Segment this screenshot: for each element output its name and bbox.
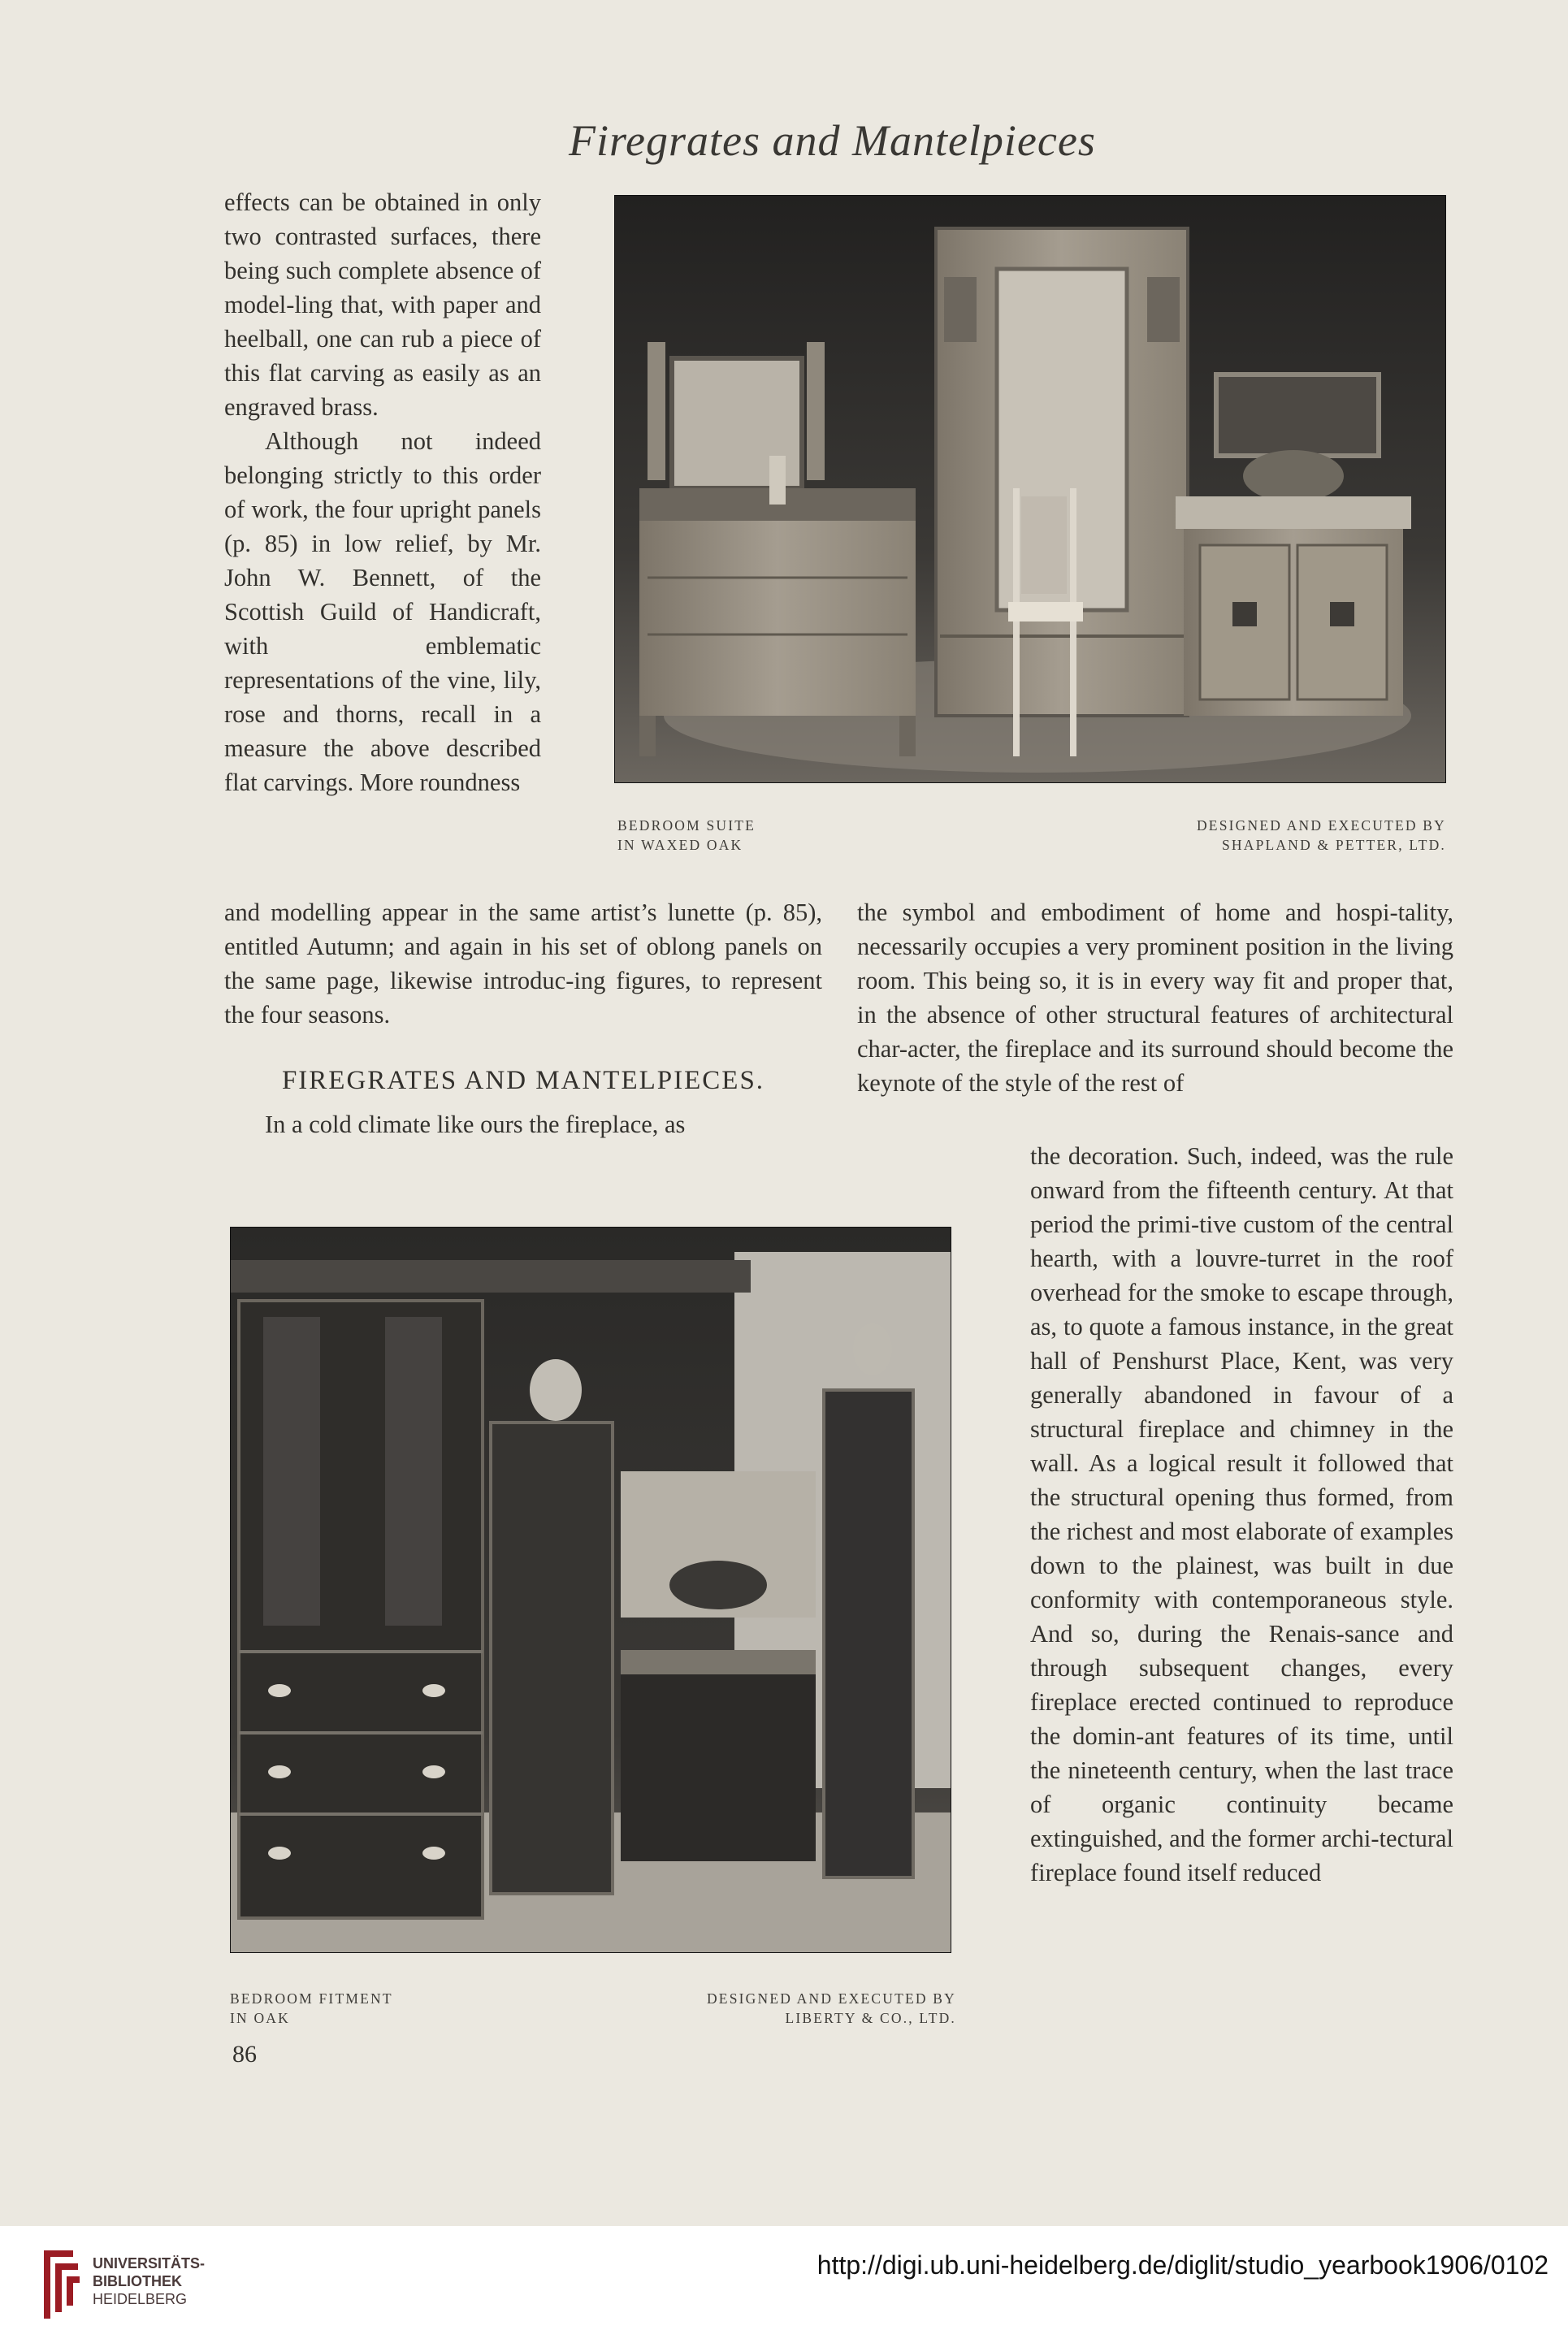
lead-paragraph: In a cold climate like ours the fireplace, as [265, 1111, 686, 1138]
footer-url-link[interactable]: http://digi.ub.uni-heidelberg.de/diglit/studio_yearbook1906/0102 [816, 2250, 1549, 2280]
text-column-left [224, 895, 822, 1032]
paragraph: and modelling appear in the same artist’s lunette (p. 85), entitled Autumn; and again in his set of oblong panels on the same page, likewise introduc-ing figures, to represent the four seasons. [224, 899, 822, 1029]
running-head: Firegrates and Mantelpieces [569, 116, 1096, 165]
page-number: 86 [232, 2041, 257, 2068]
figure1-caption-left: BEDROOM SUITE IN WAXED OAK [617, 817, 756, 853]
text-column-wrap-top [224, 185, 541, 799]
figure2-caption-right: DESIGNED AND EXECUTED BY LIBERTY & CO., LTD. [706, 1990, 956, 2026]
text-column-right [857, 895, 1453, 1100]
library-logo-icon [36, 2244, 84, 2325]
photo-bedroom-fitment-illustration [231, 1228, 951, 1952]
paragraph: Although not indeed belonging strictly to this order of work, the four upright panels (p. 85) in low relief, by Mr. John W. Bennett, of the Scottish Guild of Handicraft, with emblematic representations of the vine, lily, rose and thorns, recall in a measure the above described flat carvings. More roundness [224, 427, 541, 796]
photo-bedroom-suite [614, 195, 1446, 783]
section-heading: FIREGRATES AND MANTELPIECES. [281, 1066, 765, 1095]
footer-institution: UNIVERSITÄTS- BIBLIOTHEK HEIDELBERG [93, 2255, 206, 2307]
text-column-right-narrow [1030, 1139, 1453, 1890]
paragraph: effects can be obtained in only two contrasted surfaces, there being such complete absence of model-ling that, with paper and heelball, one can rub a piece of this flat carving as easily as an engraved brass. [224, 188, 541, 421]
paragraph: the symbol and embodiment of home and hospi-tality, necessarily occupies a very prominent position in the living room. This being so, it is in every way fit and proper that, in the absence of other structural features of architectural char-acter, the fireplace and its surround should become the keynote of the style of the rest of [857, 899, 1453, 1097]
footer-bar [0, 2226, 1568, 2343]
figure2-caption-left: BEDROOM FITMENT IN OAK [230, 1990, 393, 2026]
photo-bedroom-suite-illustration [615, 196, 1445, 782]
photo-bedroom-fitment [230, 1227, 951, 1953]
paragraph: the decoration. Such, indeed, was the rule onward from the fifteenth century. At that period the primi-tive custom of the central hearth, with a louvre-turret in the roof overhead for the smoke to escape through, as, to quote a famous instance, in the great hall of Penshurst Place, Kent, was very generally abandoned in favour of a structural fireplace and chimney in the wall. As a logical result it followed that the structural opening thus formed, from the richest and most elaborate of examples down to the plainest, was built in due conformity with contemporaneous style. And so, during the Renais-sance and through subsequent changes, every fireplace erected continued to reproduce the domin-ant features of its time, until the nineteenth century, when the last trace of organic continuity became extinguished, and the former archi-tectural fireplace found itself reduced [1030, 1142, 1453, 1886]
figure1-caption-right: DESIGNED AND EXECUTED BY SHAPLAND & PETTER, LTD. [1196, 817, 1446, 853]
